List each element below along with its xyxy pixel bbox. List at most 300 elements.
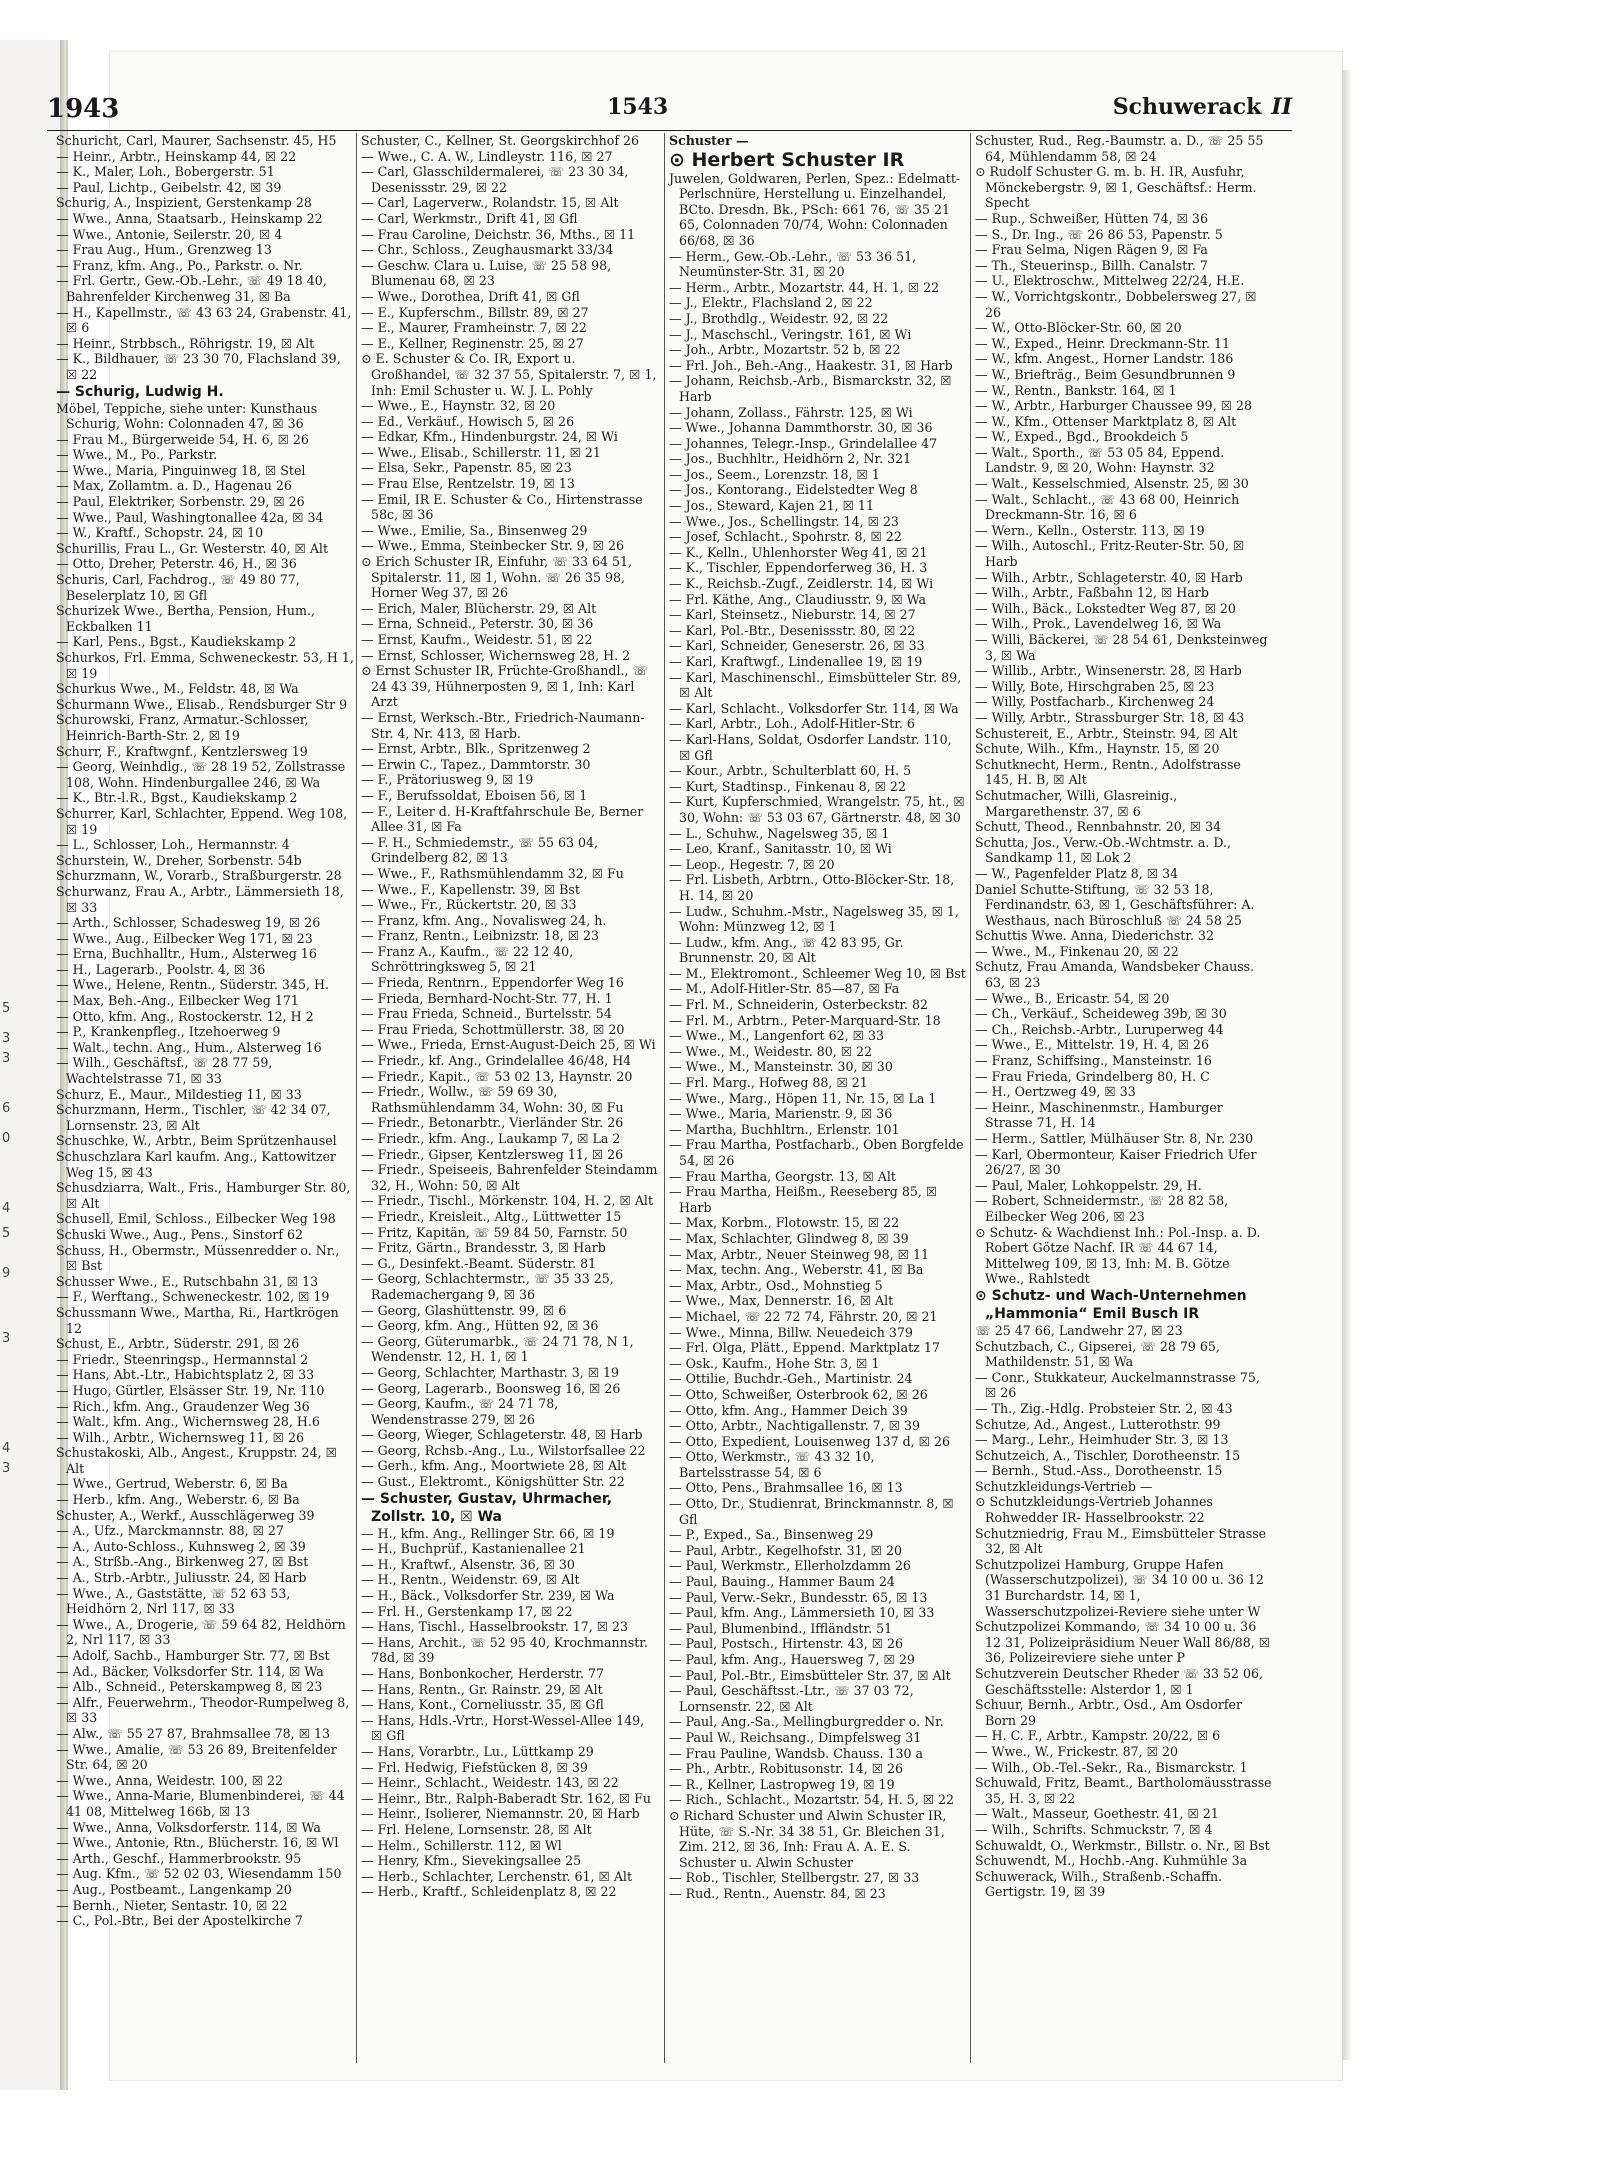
directory-entry: — Wwe., Paul, Washingtonallee 42a, ☒ 34 xyxy=(56,509,324,525)
directory-entry: — Otto, Expedient, Louisenweg 137 d, ☒ 26 xyxy=(669,1433,950,1449)
left-margin-fragment: 3 xyxy=(2,1331,11,1346)
directory-entry: — P., Exped., Sa., Binsenweg 29 xyxy=(669,1527,874,1543)
directory-entry: — W., Otto-Blöcker-Str. 60, ☒ 20 xyxy=(975,320,1182,336)
directory-entry: — F., Werftang., Schweneckestr. 102, ☒ 19 xyxy=(56,1289,330,1305)
directory-entry: — Ernst, Werksch.-Btr., Friedrich-Naumann-Str. 4, Nr. 413, ☒ Harb. xyxy=(361,709,645,741)
directory-entry: — Georg, Wieger, Schlageterstr. 48, ☒ Harb xyxy=(361,1427,643,1443)
directory-entry: Schusser Wwe., E., Rutschbahn 31, ☒ 13 xyxy=(56,1273,319,1289)
directory-entry: ⊙ Schutz- und Wach-Unternehmen „Hammonia“ Emil Busch IR xyxy=(975,1287,1247,1322)
header-name-range-text: Schuwerack xyxy=(1112,94,1262,120)
directory-entry: — Marg., Lehr., Heimhuder Str. 3, ☒ 13 xyxy=(975,1432,1229,1448)
directory-entry: — Jos., Buchhltr., Heidhörn 2, Nr. 321 xyxy=(669,451,912,467)
directory-entry: — Frl. Joh., Beh.-Ang., Haakestr. 31, ☒ Harb xyxy=(669,357,953,373)
directory-entry: — Arth., Geschf., Hammerbrookstr. 95 xyxy=(56,1850,302,1866)
directory-entry: — W., Pagenfelder Platz 8, ☒ 34 xyxy=(975,865,1179,881)
directory-entry: — Hans, Rentn., Gr. Rainstr. 29, ☒ Alt xyxy=(361,1681,603,1697)
directory-entry: — Carl, Werkmstr., Drift 41, ☒ Gfl xyxy=(361,210,578,226)
directory-entry: — Walt., techn. Ang., Hum., Alsterweg 16 xyxy=(56,1039,322,1055)
directory-entry: — E., Maurer, Framheinstr. 7, ☒ 22 xyxy=(361,320,587,336)
directory-entry: — Paul, Ang.-Sa., Mellingburgredder o. Nr. xyxy=(669,1714,944,1730)
page-header xyxy=(47,90,1292,131)
directory-entry: — Karl, Arbtr., Loh., Adolf-Hitler-Str. 6 xyxy=(669,716,915,732)
directory-entry: — Wwe., A., Drogerie, ☏ 59 64 82, Heldhörn 2, Nrl 117, ☒ 33 xyxy=(56,1616,346,1648)
directory-entry: Schuster, A., Werkf., Ausschlägerweg 39 xyxy=(56,1507,315,1523)
directory-entry: ⊙ Ernst Schuster IR, Früchte-Großhandl., ☏ 24 43 39, Hühnerposten 9, ☒ 1, Inh: Karl Arzt xyxy=(361,663,649,710)
left-margin-fragment: 6 xyxy=(2,1101,11,1116)
directory-entry: — H., Kraftwf., Alsenstr. 36, ☒ 30 xyxy=(361,1556,575,1572)
column-header: Schuster — xyxy=(669,133,749,148)
directory-entry: — Carl, Lagerverw., Rolandstr. 15, ☒ Alt xyxy=(361,195,619,211)
directory-entry: Schutzbach, C., Gipserei, ☏ 28 79 65, Mathildenstr. 51, ☒ Wa xyxy=(975,1338,1220,1370)
directory-entry: — E., Kupferschm., Billstr. 89, ☒ 27 xyxy=(361,304,589,320)
directory-entry: Schusell, Emil, Schloss., Eilbecker Weg 198 xyxy=(56,1211,336,1227)
directory-entry: — Herm., Sattler, Mülhäuser Str. 8, Nr. 230 xyxy=(975,1131,1254,1146)
directory-entry: — Max, Arbtr., Osd., Mohnstieg 5 xyxy=(669,1277,883,1293)
directory-entry: — Wwe., M., Langenfort 62, ☒ 33 xyxy=(669,1028,884,1044)
directory-entry: — Wwe., Fr., Rückertstr. 20, ☒ 33 xyxy=(361,897,577,913)
directory-entry: — Walt., Sporth., ☏ 53 05 84, Eppend. Landstr. 9, ☒ 20, Wohn: Haynstr. 32 xyxy=(975,444,1225,476)
directory-entry: — Otto, Arbtr., Nachtigallenstr. 7, ☒ 39 xyxy=(669,1418,920,1434)
directory-entry: — Georg, Schlachtermstr., ☏ 35 33 25, Rademachergang 9, ☒ 36 xyxy=(361,1271,614,1302)
directory-entry: — Wwe., Marg., Höpen 11, Nr. 15, ☒ La 1 xyxy=(669,1090,937,1106)
directory-entry: — Max, Korbm., Flotowstr. 15, ☒ 22 xyxy=(669,1215,900,1231)
directory-entry: — W., Vorrichtgskontr., Dobbelersweg 27, ☒ 26 xyxy=(975,288,1257,320)
directory-entry: — Ed., Verkäuf., Howisch 5, ☒ 26 xyxy=(361,413,575,429)
directory-entry: — Ludw., kfm. Ang., ☏ 42 83 95, Gr. Brunnenstr. 20, ☒ Alt xyxy=(669,934,904,966)
directory-entry: — Heinr., Maschinenmstr., Hamburger Strasse 71, H. 14 xyxy=(975,1099,1223,1131)
directory-entry: — Wwe., E., Haynstr. 32, ☒ 20 xyxy=(361,398,556,414)
directory-entry: — Wwe., Anna, Weidestr. 100, ☒ 22 xyxy=(56,1772,284,1788)
directory-entry: — Jos., Kontorang., Eidelstedter Weg 8 xyxy=(669,482,918,498)
directory-entry: — Wwe., Maria, Pinguinweg 18, ☒ Stel xyxy=(56,462,306,478)
directory-entry: — Wwe., F., Kapellenstr. 39, ☒ Bst xyxy=(361,881,580,897)
directory-entry: — Frieda, Bernhard-Nocht-Str. 77, H. 1 xyxy=(361,990,613,1006)
directory-entry: — Frl. Olga, Plätt., Eppend. Marktplatz 17 xyxy=(669,1340,940,1356)
directory-entry: — L., Schlosser, Loh., Hermannstr. 4 xyxy=(56,837,290,853)
directory-entry: — Wilh., Geschäftsf., ☏ 28 77 59, Wachtelstrasse 71, ☒ 33 xyxy=(56,1055,273,1087)
directory-entry: — Paul, Arbtr., Kegelhofstr. 31, ☒ 20 xyxy=(669,1542,902,1558)
directory-entry: — Paul, Elektriker, Sorbenstr. 29, ☒ 26 xyxy=(56,494,305,510)
directory-entry: Schuur, Bernh., Arbtr., Osd., Am Osdorfer Born 29 xyxy=(975,1697,1242,1728)
directory-entry: Schutzpolizei Hamburg, Gruppe Hafen (Wasserschutzpolizei), ☏ 34 10 00 u. 36 12 31 Burchardstr. 14, ☒ 1, Wasserschutzpolizei-Reviere siehe unter W xyxy=(975,1556,1264,1619)
directory-entry: — Frau Martha, Postfacharb., Oben Borgfelde 54, ☒ 26 xyxy=(669,1137,964,1168)
directory-entry: — Heinr., Arbtr., Heinskamp 44, ☒ 22 xyxy=(56,148,297,164)
directory-entry: Schutzverein Deutscher Rheder ☏ 33 52 06, Geschäftsstelle: Alsterdor 1, ☒ 1 xyxy=(975,1666,1264,1697)
directory-entry: — Hans, Archit., ☏ 52 95 40, Krochmannstr. 78d, ☒ 39 xyxy=(361,1634,648,1666)
directory-entry: — Bernh., Nieter, Sentastr. 10, ☒ 22 xyxy=(56,1897,288,1913)
directory-column-3 xyxy=(664,133,966,2063)
directory-entry: — K., Btr.-l.R., Bgst., Kaudiekskamp 2 xyxy=(56,790,298,806)
directory-entry: — Friedr., kfm. Ang., Laukamp 7, ☒ La 2 xyxy=(361,1131,621,1146)
directory-entry: — Willi, Bäckerei, ☏ 28 54 61, Denksteinweg 3, ☒ Wa xyxy=(975,632,1268,663)
directory-entry: Schurstein, W., Dreher, Sorbenstr. 54b xyxy=(56,852,302,868)
directory-entry: — Willy, Bote, Hirschgraben 25, ☒ 23 xyxy=(975,678,1215,694)
directory-entry: — Wwe., A., Gaststätte, ☏ 52 63 53, Heidhörn 2, Nrl 117, ☒ 33 xyxy=(56,1585,291,1617)
directory-entry: — Friedr., Steenringsp., Hermannstal 2 xyxy=(56,1351,309,1367)
directory-entry: — Hans, Tischl., Hasselbrookstr. 17, ☒ 23 xyxy=(361,1619,629,1635)
directory-entry: — Arth., Schlosser, Schadesweg 19, ☒ 26 xyxy=(56,915,321,931)
directory-entry: — Frl. M., Schneiderin, Osterbeckstr. 82 xyxy=(669,997,929,1013)
directory-entry: — Hugo, Gürtler, Elsässer Str. 19, Nr. 110 xyxy=(56,1382,325,1398)
directory-entry: — Henry, Kfm., Sievekingsallee 25 xyxy=(361,1853,582,1869)
directory-entry: ⊙ Schutz- & Wachdienst Inh.: Pol.-Insp. a. D. Robert Götze Nachf. IR ☏ 44 67 14, Mittelweg 109, ☒ 13, Inh: M. B. Götze Wwe., Rahlstedt xyxy=(975,1224,1261,1287)
directory-entry: Möbel, Teppiche, siehe unter: Kunsthaus Schurig, Wohn: Colonnaden 47, ☒ 36 xyxy=(56,400,318,432)
directory-entry: — Conr., Stukkateur, Auckelmannstrasse 75, ☒ 26 xyxy=(975,1369,1260,1401)
left-margin-fragment: 5 xyxy=(2,1001,11,1016)
directory-entry: — Chr., Schloss., Zeughausmarkt 33/34 xyxy=(361,242,614,258)
left-margin-fragment: 0 xyxy=(2,1131,11,1146)
directory-entry: — Friedr., kf. Ang., Grindelallee 46/48, H4 xyxy=(361,1053,632,1069)
directory-entry: — Ludw., Schuhm.-Mstr., Nagelsweg 35, ☒ 1, Wohn: Münzweg 12, ☒ 1 xyxy=(669,903,959,935)
directory-entry: — P., Krankenpfleg., Itzehoerweg 9 xyxy=(56,1024,281,1040)
directory-entry: — Hans, Bonbonkocher, Herderstr. 77 xyxy=(361,1666,605,1681)
directory-entry: ⊙ E. Schuster & Co. IR, Export u. Großhandel, ☏ 32 37 55, Spitalerstr. 7, ☒ 1, Inh: Emil Schuster u. W. J. L. Pohly xyxy=(361,351,657,398)
directory-entry: — Paul W., Reichsang., Dimpfelsweg 31 xyxy=(669,1729,922,1745)
directory-entry: — Wilh., Autoschl., Fritz-Reuter-Str. 50, ☒ Harb xyxy=(975,538,1245,570)
directory-entry: — Max, Zollamtm. a. D., Hagenau 26 xyxy=(56,478,292,494)
directory-entry: Schuster, Rud., Reg.-Baumstr. a. D., ☏ 25 55 64, Mühlendamm 58, ☒ 24 xyxy=(975,133,1264,164)
directory-entry: — Heinr., Btr., Ralph-Baberadt Str. 162, ☒ Fu xyxy=(361,1790,651,1806)
directory-entry: Schurmann Wwe., Elisab., Rendsburger Str 9 xyxy=(56,696,348,712)
directory-entry: — Rup., Schweißer, Hütten 74, ☒ 36 xyxy=(975,210,1208,226)
directory-entry: — Wilh., Ob.-Tel.-Sekr., Ra., Bismarckstr. 1 xyxy=(975,1759,1248,1775)
directory-entry: — Georg, Glashüttenstr. 99, ☒ 6 xyxy=(361,1302,567,1318)
directory-entry: — Paul, Werkmstr., Ellerholzdamm 26 xyxy=(669,1558,911,1574)
directory-entry: — Frau Frieda, Schneid., Burtelsstr. 54 xyxy=(361,1006,612,1022)
directory-entry: — Kour., Arbtr., Schulterblatt 60, H. 5 xyxy=(669,763,912,779)
directory-entry: — Willib., Arbtr., Winsenerstr. 28, ☒ Harb xyxy=(975,663,1242,679)
directory-entry: — Wwe., Jos., Schellingstr. 14, ☒ 23 xyxy=(669,513,899,529)
directory-entry: — Erich, Maler, Blücherstr. 29, ☒ Alt xyxy=(361,600,597,616)
directory-entry: — Hans, Abt.-Ltr., Habichtsplatz 2, ☒ 33 xyxy=(56,1367,315,1383)
left-margin-fragment: 4 xyxy=(2,1441,11,1456)
directory-entry: — Georg, Kaufm., ☏ 24 71 78, Wendenstrasse 279, ☒ 26 xyxy=(361,1396,559,1427)
directory-entry: — Ernst, Arbtr., Blk., Spritzenweg 2 xyxy=(361,741,591,757)
directory-entry: — Friedr., Gipser, Kentzlersweg 11, ☒ 26 xyxy=(361,1146,624,1162)
directory-entry: — Wwe., Anna, Staatsarb., Heinskamp 22 xyxy=(56,210,323,226)
directory-entry: — S., Dr. Ing., ☏ 26 86 53, Papenstr. 5 xyxy=(975,226,1223,242)
directory-entry: Schutknecht, Herm., Rentn., Adolfstrasse 145, H. B, ☒ Alt xyxy=(975,756,1241,788)
directory-entry: — Frl. H., Gerstenkamp 17, ☒ 22 xyxy=(361,1603,573,1619)
directory-entry: — Th., Steuerinsp., Billh. Canalstr. 7 xyxy=(975,257,1208,273)
directory-entry: — A., Auto-Schloss., Kuhnsweg 2, ☒ 39 xyxy=(56,1538,306,1554)
directory-entry: — Friedr., Speiseeis, Bahrenfelder Steindamm 32, H., Wohn: 50, ☒ Alt xyxy=(361,1162,658,1193)
directory-entry: — Herb., kfm. Ang., Weberstr. 6, ☒ Ba xyxy=(56,1492,300,1508)
directory-entry: — W., Kfm., Ottenser Marktplatz 8, ☒ Alt xyxy=(975,413,1237,429)
directory-entry: — Paul, Pol.-Btr., Eimsbütteler Str. 37, ☒ Alt xyxy=(669,1667,951,1683)
directory-entry: — Frl. Hedwig, Fiefstücken 8, ☒ 39 xyxy=(361,1759,588,1775)
directory-entry: — K., Bildhauer, ☏ 23 30 70, Flachsland 39, ☒ 22 xyxy=(56,351,341,382)
left-margin-fragment: 3 xyxy=(2,1051,11,1066)
directory-entry: — Herm., Arbtr., Mozartstr. 44, H. 1, ☒ 22 xyxy=(669,279,940,295)
header-name-range xyxy=(1113,94,1292,120)
directory-entry: — Aug., Postbeamt., Langenkamp 20 xyxy=(56,1881,292,1897)
directory-entry: Schute, Wilh., Kfm., Haynstr. 15, ☒ 20 xyxy=(975,741,1220,757)
directory-entry: — Robert, Schneidermstr., ☏ 28 82 58, Eilbecker Weg 206, ☒ 23 xyxy=(975,1193,1229,1224)
directory-entry: — Wwe., Gertrud, Weberstr. 6, ☒ Ba xyxy=(56,1476,288,1492)
directory-entry: — Frau Frieda, Schottmüllerstr. 38, ☒ 20 xyxy=(361,1021,625,1037)
directory-entry: — Fritz, Gärtn., Brandesstr. 3, ☒ Harb xyxy=(361,1240,606,1256)
directory-entry: ⊙ Rudolf Schuster G. m. b. H. IR, Ausfuhr, Mönckebergstr. 9, ☒ 1, Geschäftsf.: Herm. Specht xyxy=(975,164,1257,211)
directory-entry: — E., Kellner, Reginenstr. 25, ☒ 27 xyxy=(361,335,584,351)
directory-entry: ⊙ Schutzkleidungs-Vertrieb Johannes Rohwedder IR- Hasselbrookstr. 22 xyxy=(975,1494,1213,1526)
directory-entry: — K., Tischler, Eppendorferweg 36, H. 3 xyxy=(669,560,928,576)
directory-entry: — Erwin C., Tapez., Dammtorstr. 30 xyxy=(361,756,591,772)
directory-entry: Schurowski, Franz, Armatur.-Schlosser, Heinrich-Barth-Str. 2, ☒ 19 xyxy=(56,712,309,743)
directory-entry: — Michael, ☏ 22 72 74, Fährstr. 20, ☒ 21 xyxy=(669,1308,938,1324)
directory-entry: Schurzmann, W., Vorarb., Straßburgerstr. 28 xyxy=(56,868,342,884)
directory-entry: — Georg, Schlachter, Marthastr. 3, ☒ 19 xyxy=(361,1364,620,1380)
directory-entry: — Rich., kfm. Ang., Graudenzer Weg 36 xyxy=(56,1398,310,1414)
directory-entry: — Paul, kfm. Ang., Hauersweg 7, ☒ 29 xyxy=(669,1652,915,1667)
directory-entry: — Ch., Reichsb.-Arbtr., Luruperweg 44 xyxy=(975,1021,1224,1037)
directory-entry: — Walt., Schlacht., ☏ 43 68 00, Heinrich Dreckmann-Str. 16, ☒ 6 xyxy=(975,491,1240,523)
directory-entry: — Max, techn. Ang., Weberstr. 41, ☒ Ba xyxy=(669,1262,924,1278)
directory-entry: Schusdziarra, Walt., Fris., Hamburger Str. 80, ☒ Alt xyxy=(56,1180,351,1211)
directory-entry: — Edkar, Kfm., Hindenburgstr. 24, ☒ Wi xyxy=(361,429,618,445)
directory-entry: — Wwe., M., Po., Parkstr. xyxy=(56,447,218,463)
directory-entry: — A., Strb.-Arbtr., Juliusstr. 24, ☒ Harb xyxy=(56,1570,307,1586)
directory-entry: — F., Berufssoldat, Eboisen 56, ☒ 1 xyxy=(361,787,588,803)
directory-entry: — Friedr., Kreisleit., Altg., Lüttwetter 15 xyxy=(361,1208,622,1224)
directory-entry: — Ernst, Kaufm., Weidestr. 51, ☒ 22 xyxy=(361,632,593,647)
directory-entry: — Otto, Dreher, Peterstr. 46, H., ☒ 36 xyxy=(56,556,297,572)
directory-entry: — Heinr., Strbbsch., Röhrigstr. 19, ☒ Alt xyxy=(56,335,315,351)
directory-entry: Schutzniedrig, Frau M., Eimsbütteler Strasse 32, ☒ Alt xyxy=(975,1525,1267,1557)
directory-entry: — Wilh., Arbtr., Schlageterstr. 40, ☒ Harb xyxy=(975,569,1243,585)
directory-entry: ⊙ Herbert Schuster IR xyxy=(669,148,905,171)
directory-entry: — Wwe., E., Mittelstr. 19, H. 4, ☒ 26 xyxy=(975,1037,1210,1053)
directory-entry: Schutzkleidungs-Vertrieb — xyxy=(975,1478,1153,1494)
directory-entry: Juwelen, Goldwaren, Perlen, Spez.: Edelmatt-Perlschnüre, Herstellung u. Einzelhandel, BCto. Dresdn. Bk., PSch: 661 76, ☏ 35 21 65, Colonnaden 70/74, Wohn: Colonnaden 66/68, ☒ 36 xyxy=(669,170,961,248)
directory-entry: — Wwe., Frieda, Ernst-August-Deich 25, ☒ Wi xyxy=(361,1037,656,1053)
directory-entry: — Paul, Bauing., Hammer Baum 24 xyxy=(669,1574,895,1590)
directory-entry: — W., kfm. Angest., Horner Landstr. 186 xyxy=(975,351,1234,367)
directory-entry: — Frl. Marg., Hofweg 88, ☒ 21 xyxy=(669,1075,868,1091)
directory-entry: — Erna, Buchhalltr., Hum., Alsterweg 16 xyxy=(56,946,317,962)
directory-entry: — Leo, Kranf., Sanitasstr. 10, ☒ Wi xyxy=(669,841,892,857)
directory-entry: — W., Briefträg., Beim Gesundbrunnen 9 xyxy=(975,366,1236,382)
directory-entry: — Alb., Schneid., Peterskampweg 8, ☒ 23 xyxy=(56,1679,323,1695)
directory-entry: — Frl. Gertr., Gew.-Ob.-Lehr., ☏ 49 18 40, Bahrenfelder Kirchenweg 31, ☒ Ba xyxy=(56,273,327,304)
directory-entry: — Erna, Schneid., Peterstr. 30, ☒ 36 xyxy=(361,616,594,632)
directory-entry: — Wwe., M., Weidestr. 80, ☒ 22 xyxy=(669,1043,873,1059)
header-year: 1943 xyxy=(47,94,120,124)
directory-entry: Schurillis, Frau L., Gr. Westerstr. 40, ☒ Alt xyxy=(56,540,328,556)
left-margin-fragment: 4 xyxy=(2,1201,11,1216)
directory-entry: — Franz A., Kaufm., ☏ 22 12 40, Schröttringksweg 5, ☒ 21 xyxy=(361,943,574,975)
directory-entry: — Aug. Kfm., ☏ 52 02 03, Wiesendamm 150 xyxy=(56,1866,342,1882)
directory-entry: Schurkos, Frl. Emma, Schweneckestr. 53, H 1, ☒ 19 xyxy=(56,650,354,681)
directory-entry: Schuris, Carl, Fachdrog., ☏ 49 80 77, Beselerplatz 10, ☒ Gfl xyxy=(56,572,300,603)
directory-entry: — Leop., Hegestr. 7, ☒ 20 xyxy=(669,856,835,872)
directory-entry: — Paul, Geschäftsst.-Ltr., ☏ 37 03 72, Lornsenstr. 22, ☒ Alt xyxy=(669,1683,914,1714)
directory-entry: — Friedr., Wollw., ☏ 59 69 30, Rathsmühlendamm 34, Wohn: 30, ☒ Fu xyxy=(361,1084,624,1115)
directory-entry: — Walt., Masseur, Goethestr. 41, ☒ 21 xyxy=(975,1806,1219,1822)
directory-entry: — L., Schuhw., Nagelsweg 35, ☒ 1 xyxy=(669,825,890,841)
directory-entry: — Frau Else, Rentzelstr. 19, ☒ 13 xyxy=(361,476,575,492)
directory-entry: Schurzmann, Herm., Tischler, ☏ 42 34 07, Lornsenstr. 23, ☒ Alt xyxy=(56,1102,331,1133)
directory-entry: — Karl, Kraftwgf., Lindenallee 19, ☒ 19 xyxy=(669,654,923,669)
directory-entry: — A., Ufz., Marckmannstr. 88, ☒ 27 xyxy=(56,1523,284,1539)
directory-entry: — Adolf, Sachb., Hamburger Str. 77, ☒ Bst xyxy=(56,1648,330,1663)
directory-entry: — Wwe., Dorothea, Drift 41, ☒ Gfl xyxy=(361,288,580,304)
directory-entry: — Johannes, Telegr.-Insp., Grindelallee 47 xyxy=(669,435,938,451)
directory-entry: — Georg, Weinhdlg., ☏ 28 19 52, Zollstrasse 108, Wohn. Hindenburgallee 246, ☒ Wa xyxy=(56,759,346,790)
directory-entry: — Frau Pauline, Wandsb. Chauss. 130 a xyxy=(669,1745,924,1761)
directory-entry: Schutzpolizei Kommando, ☏ 34 10 00 u. 36 12 31, Polizeipräsidium Neuer Wall 86/88, ☒ 36, Polizeireviere siehe unter P xyxy=(975,1619,1271,1666)
directory-entry: — Wwe., M., Finkenau 20, ☒ 22 xyxy=(975,943,1179,959)
directory-entry: — W., Rentn., Bankstr. 164, ☒ 1 xyxy=(975,382,1177,398)
directory-entry: — J., Maschschl., Veringstr. 161, ☒ Wi xyxy=(669,326,912,342)
directory-entry: Schutt, Theod., Rennbahnstr. 20, ☒ 34 xyxy=(975,819,1222,835)
directory-entry: — Osk., Kaufm., Hohe Str. 3, ☒ 1 xyxy=(669,1355,880,1371)
directory-entry: — Wwe., Antonie, Rtn., Blücherstr. 16, ☒ Wl xyxy=(56,1835,339,1851)
directory-entry: — C., Pol.-Btr., Bei der Apostelkirche 7 xyxy=(56,1913,303,1929)
header-page-number: 1543 xyxy=(607,94,669,120)
directory-entry: — Wern., Kelln., Osterstr. 113, ☒ 19 xyxy=(975,522,1205,538)
directory-entry: — Georg, kfm. Ang., Hütten 92, ☒ 36 xyxy=(361,1318,599,1334)
page-edge-shadow xyxy=(1342,70,1352,2060)
directory-entry: — H., Oertzweg 49, ☒ 33 xyxy=(975,1084,1136,1100)
directory-entry: — Martha, Buchhltrn., Erlenstr. 101 xyxy=(669,1121,900,1137)
directory-entry: — Franz, Schiffsing., Mansteinstr. 16 xyxy=(975,1053,1212,1069)
directory-entry: — Paul, Postsch., Hirtenstr. 43, ☒ 26 xyxy=(669,1636,904,1652)
directory-entry: Schutz, Frau Amanda, Wandsbeker Chauss. 63, ☒ 23 xyxy=(975,959,1255,991)
directory-entry: — K., Reichsb.-Zugf., Zeidlerstr. 14, ☒ Wi xyxy=(669,576,934,592)
directory-entry: — F., Prätoriusweg 9, ☒ 19 xyxy=(361,772,534,788)
directory-entry: — Wilh., Arbtr., Faßbahn 12, ☒ Harb xyxy=(975,585,1209,601)
directory-entry: — Johann, Zollass., Fährstr. 125, ☒ Wi xyxy=(669,404,913,420)
directory-entry: — Max, Beh.-Ang., Eilbecker Weg 171 xyxy=(56,993,299,1009)
directory-entry: — Max, Schlachter, Glindweg 8, ☒ 39 xyxy=(669,1230,909,1246)
directory-entry: — Karl, Schneider, Geneserstr. 26, ☒ 33 xyxy=(669,638,925,654)
directory-entry: — Walt., Kesselschmied, Alsenstr. 25, ☒ 30 xyxy=(975,476,1249,492)
directory-entry: — Wwe., Maria, Marienstr. 9, ☒ 36 xyxy=(669,1106,893,1122)
left-margin-fragment: 3 xyxy=(2,1031,11,1046)
directory-column-2 xyxy=(356,133,658,2063)
directory-entry: — Wwe., W., Frickestr. 87, ☒ 20 xyxy=(975,1743,1178,1759)
directory-entry: — Wwe., Max, Dennerstr. 16, ☒ Alt xyxy=(669,1293,894,1309)
directory-entry: — Paul, Maler, Lohkoppelstr. 29, H. xyxy=(975,1177,1202,1193)
directory-entry: — Wwe., Emilie, Sa., Binsenweg 29 xyxy=(361,522,588,538)
directory-entry: — Herm., Gew.-Ob.-Lehr., ☏ 53 36 51, Neumünster-Str. 31, ☒ 20 xyxy=(669,248,917,280)
directory-entry: — Frau Caroline, Deichstr. 36, Mths., ☒ 11 xyxy=(361,226,636,242)
directory-entry: — Paul, Verw.-Sekr., Bundesstr. 65, ☒ 13 xyxy=(669,1589,928,1605)
directory-entry: — Frl. Käthe, Ang., Claudiusstr. 9, ☒ Wa xyxy=(669,591,926,607)
directory-entry: — Otto, Werkmstr., ☏ 43 32 10, Bartelsstrasse 54, ☒ 6 xyxy=(669,1449,875,1480)
directory-entry: — M., Adolf-Hitler-Str. 85—87, ☒ Fa xyxy=(669,981,900,997)
directory-entry: — H., kfm. Ang., Rellinger Str. 66, ☒ 19 xyxy=(361,1525,615,1541)
directory-entry: — Frau Martha, Heißm., Reeseberg 85, ☒ Harb xyxy=(669,1184,938,1215)
directory-entry: Schussmann Wwe., Martha, Ri., Hartkrögen 12 xyxy=(56,1304,339,1336)
directory-entry: — Otto, kfm. Ang., Hammer Deich 39 xyxy=(669,1402,908,1418)
directory-entry: — Wwe., Anna, Volksdorferstr. 114, ☒ Wa xyxy=(56,1819,321,1835)
directory-entry: — H., Kapellmstr., ☏ 43 63 24, Grabenstr. 41, ☒ 6 xyxy=(56,304,352,336)
directory-entry: — Walt., kfm. Ang., Wichernsweg 28, H.6 xyxy=(56,1414,320,1430)
directory-entry: — Karl, Schlacht., Volksdorfer Str. 114, ☒ Wa xyxy=(669,700,959,716)
directory-entry: — Paul, Lichtp., Geibelstr. 42, ☒ 39 xyxy=(56,179,282,195)
directory-entry: — A., Strßb.-Ang., Birkenweg 27, ☒ Bst xyxy=(56,1554,309,1570)
directory-entry: Schuski Wwe., Aug., Pens., Sinstorf 62 xyxy=(56,1226,304,1242)
directory-entry: — Friedr., Tischl., Mörkenstr. 104, H. 2, ☒ Alt xyxy=(361,1193,654,1209)
directory-entry: — Wilh., Bäck., Lokstedter Weg 87, ☒ 20 xyxy=(975,600,1236,616)
directory-entry: — Frau M., Bürgerweide 54, H. 6, ☒ 26 xyxy=(56,431,309,447)
directory-entry: — Franz, Rentn., Leibnizstr. 18, ☒ 23 xyxy=(361,928,600,944)
directory-entry: Schust, E., Arbtr., Süderstr. 291, ☒ 26 xyxy=(56,1336,300,1352)
directory-entry: — Wwe., Elisab., Schillerstr. 11, ☒ 21 xyxy=(361,444,601,460)
directory-entry: — Frl. Lisbeth, Arbtrn., Otto-Blöcker-Str. 18, H. 14, ☒ 20 xyxy=(669,872,955,903)
directory-entry: — Georg, Rchsb.-Ang., Lu., Wilstorfsallee 22 xyxy=(361,1442,646,1458)
left-margin-fragment: 3 xyxy=(2,1461,11,1476)
directory-column-4 xyxy=(970,133,1272,2063)
directory-entry: — Alfr., Feuerwehrm., Theodor-Rumpelweg 8, ☒ 33 xyxy=(56,1694,350,1726)
directory-entry: Schuschzlara Karl kaufm. Ang., Kattowitzer Weg 15, ☒ 43 xyxy=(56,1149,336,1180)
directory-entry: Schurkus Wwe., M., Feldstr. 48, ☒ Wa xyxy=(56,681,299,697)
directory-entry: Schutta, Jos., Verw.-Ob.-Wchtmstr. a. D., Sandkamp 11, ☒ Lok 2 xyxy=(975,834,1231,866)
directory-entry: — Schurig, Ludwig H. xyxy=(56,383,224,400)
directory-entry: — Paul, kfm. Ang., Lämmersieth 10, ☒ 33 xyxy=(669,1605,935,1621)
directory-entry: — Schuster, Gustav, Uhrmacher, Zollstr. 10, ☒ Wa xyxy=(361,1490,613,1525)
directory-entry: — H., Rentn., Weidenstr. 69, ☒ Alt xyxy=(361,1572,580,1588)
directory-entry: — Georg, Lagerarb., Boonsweg 16, ☒ 26 xyxy=(361,1380,621,1396)
directory-entry: — Herb., Schlachter, Lerchenstr. 61, ☒ Alt xyxy=(361,1868,633,1884)
directory-entry: — Ad., Bäcker, Volksdorfer Str. 114, ☒ Wa xyxy=(56,1663,324,1679)
directory-entry: — Frl. Helene, Lornsenstr. 28, ☒ Alt xyxy=(361,1821,592,1837)
directory-entry: — Georg, Güterumarbk., ☏ 24 71 78, N 1, Wendenstr. 12, H. 1, ☒ 1 xyxy=(361,1333,634,1365)
directory-entry: — Carl, Glasschildermalerei, ☏ 23 30 34, Desenissstr. 29, ☒ 22 xyxy=(361,164,629,195)
directory-entry: — Wilh., Schrifts. Schmuckstr. 7, ☒ 4 xyxy=(975,1821,1213,1837)
directory-entry: — K., Kelln., Uhlenhorster Weg 41, ☒ 21 xyxy=(669,544,928,560)
directory-entry: — Emil, IR E. Schuster & Co., Hirtenstrasse 58c, ☒ 36 xyxy=(361,491,643,523)
directory-entry: — Jos., Seem., Lorenzstr. 18, ☒ 1 xyxy=(669,466,880,482)
directory-entry: Schuster, C., Kellner, St. Georgskirchhof 26 xyxy=(361,133,640,148)
directory-entry: — W., Kraftf., Schopstr. 24, ☒ 10 xyxy=(56,525,264,541)
directory-entry: — Helm., Schillerstr. 112, ☒ Wl xyxy=(361,1837,562,1853)
directory-entry: Schuwendt, M., Hochb.-Ang. Kuhmühle 3a xyxy=(975,1853,1248,1869)
directory-entry: — Kurt, Kupferschmied, Wrangelstr. 75, ht., ☒ 30, Wohn: ☏ 53 03 67, Gärtnerstr. 48, ☒ 30 xyxy=(669,794,965,825)
directory-entry: — H., Bäck., Volksdorfer Str. 239, ☒ Wa xyxy=(361,1588,615,1604)
directory-entry: — Frau Selma, Nigen Rägen 9, ☒ Fa xyxy=(975,242,1208,258)
directory-entry: — Wwe., Antonie, Seilerstr. 20, ☒ 4 xyxy=(56,226,283,242)
directory-entry: — Karl, Steinsetz., Nieburstr. 14, ☒ 27 xyxy=(669,607,916,623)
directory-entry: Schutze, Ad., Angest., Lutterothstr. 99 xyxy=(975,1416,1221,1432)
directory-entry: — H., Lagerarb., Poolstr. 4, ☒ 36 xyxy=(56,961,266,977)
directory-entry: Schuttis Wwe. Anna, Diederichstr. 32 xyxy=(975,928,1215,944)
directory-entry: — M., Elektromont., Schleemer Weg 10, ☒ Bst xyxy=(669,965,966,981)
directory-entry: — Wwe., Aug., Eilbecker Weg 171, ☒ 23 xyxy=(56,930,313,946)
directory-entry: — Wilh., Prok., Lavendelweg 16, ☒ Wa xyxy=(975,616,1222,632)
directory-entry: — Heinr., Schlacht., Weidestr. 143, ☒ 22 xyxy=(361,1775,619,1791)
directory-entry: — Karl-Hans, Soldat, Osdorfer Landstr. 110, ☒ Gfl xyxy=(669,731,952,763)
directory-entry: — Friedr., Betonarbtr., Vierländer Str. 26 xyxy=(361,1115,624,1131)
directory-entry: — Friedr., Kapit., ☏ 53 02 13, Haynstr. 20 xyxy=(361,1068,633,1084)
directory-entry: — Paul, Blumenbind., Iffländstr. 51 xyxy=(669,1620,893,1636)
directory-entry: — Karl, Pens., Bgst., Kaudiekskamp 2 xyxy=(56,634,297,650)
directory-entry: — Gust., Elektromt., Königshütter Str. 22 xyxy=(361,1474,625,1490)
directory-entry: — Ch., Verkäuf., Scheideweg 39b, ☒ 30 xyxy=(975,1006,1227,1022)
directory-entry: Schuschke, W., Arbtr., Beim Sprützenhausel xyxy=(56,1133,337,1149)
directory-entry: Schutmacher, Willi, Glasreinig., Margarethenstr. 37, ☒ 6 xyxy=(975,787,1178,819)
directory-entry: — Wwe., Minna, Billw. Neuedeich 379 xyxy=(669,1324,913,1340)
directory-entry: — Frau Frieda, Grindelberg 80, H. C xyxy=(975,1068,1210,1084)
directory-column-1 xyxy=(52,133,354,2063)
directory-entry: — Otto, kfm. Ang., Rostockerstr. 12, H 2 xyxy=(56,1008,314,1024)
directory-entry: — Herb., Kraftf., Schleidenplatz 8, ☒ 22 xyxy=(361,1884,617,1900)
directory-entry: — W., Exped., Heinr. Dreckmann-Str. 11 xyxy=(975,335,1230,351)
directory-entry: — Wwe., F., Rathsmühlendamm 32, ☒ Fu xyxy=(361,865,624,881)
directory-entry: ☏ 25 47 66, Landwehr 27, ☒ 23 xyxy=(975,1322,1183,1338)
